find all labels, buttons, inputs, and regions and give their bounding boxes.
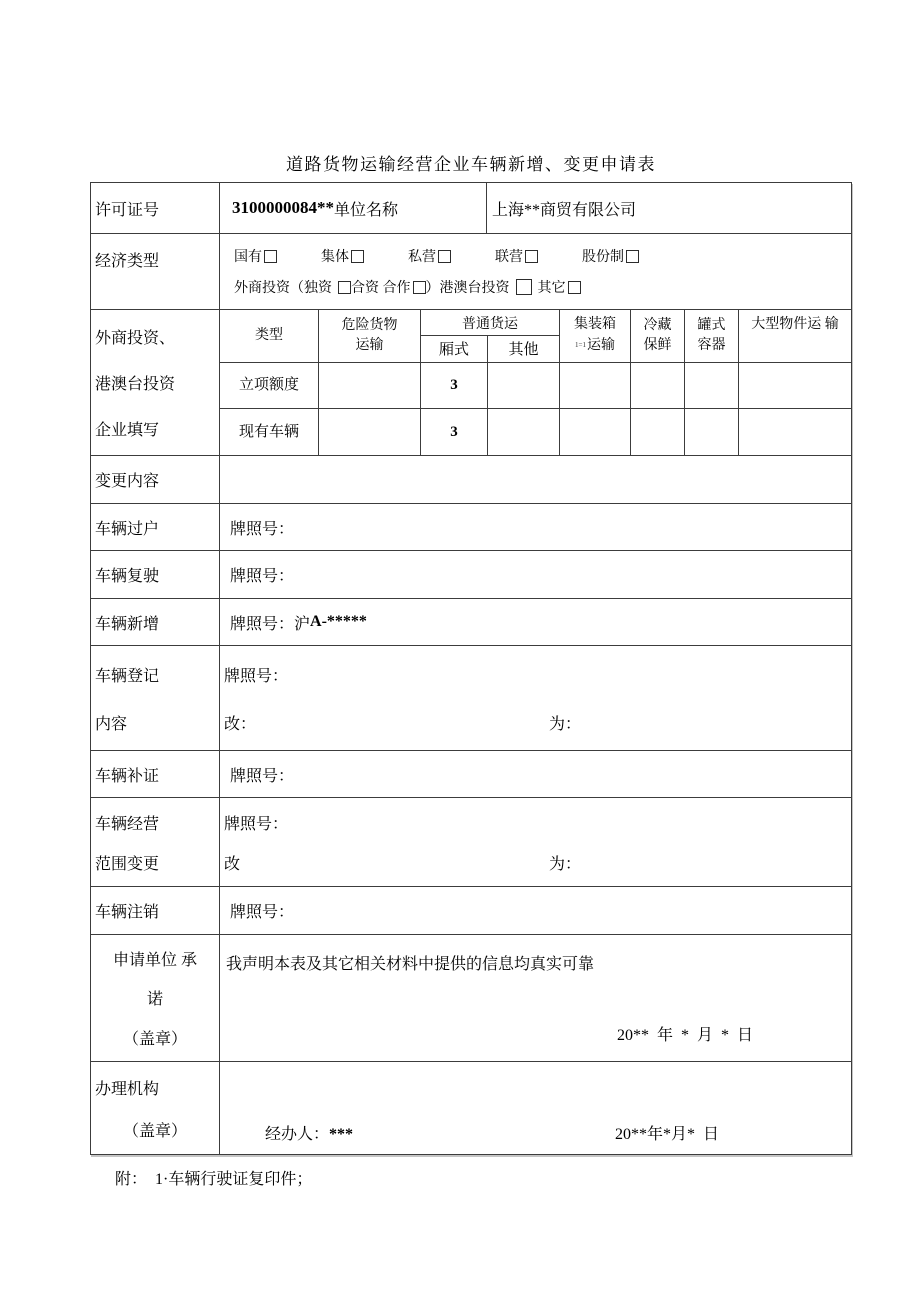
existing-vehicles-label: 现有车辆 [238, 424, 299, 441]
page-title: 道路货物运输经营企业车辆新增、变更申请表 [286, 155, 656, 174]
checkbox-state-owned[interactable] [264, 250, 277, 263]
economic-options-line1 [234, 246, 851, 266]
header-dangerous-line1: 危险货物 [341, 317, 398, 333]
option-state-owned-label: 国有 [234, 249, 262, 265]
header-dangerous-goods [318, 310, 420, 362]
quota-dangerous-cell [318, 363, 420, 409]
registration-plate-line [220, 663, 851, 686]
existing-tank-cell [684, 409, 738, 455]
option-joint-operation-label: 联营 [495, 249, 523, 265]
header-cold-line2: 保鲜 [643, 337, 672, 353]
agency-date: 20**年*月* 日 [615, 1126, 720, 1143]
vehicle-cancellation-cell: 牌照号： [219, 887, 851, 934]
commitment-date: 20** 年 * 月 * 日 [616, 1027, 753, 1044]
quota-large-cell [738, 363, 851, 409]
quota-tank-cell [684, 363, 738, 409]
checkbox-sole-proprietorship[interactable] [338, 281, 351, 294]
option-stock-system-label: 股份制 [582, 249, 624, 265]
scope-change-line [220, 851, 851, 874]
vehicle-category-table [219, 310, 851, 455]
header-container-line2-text: 运输 [586, 338, 615, 354]
hmt-investment-label: ）港澳台投资 [425, 281, 510, 297]
plate-number: A-***** [310, 613, 367, 630]
header-type: 类型 [255, 327, 283, 343]
table-row-vehicle-resume [91, 550, 851, 598]
company-name: 上海**商贸有限公司 [492, 201, 637, 219]
existing-large-cell [738, 409, 851, 455]
vehicle-registration-cell [219, 646, 851, 750]
vehicle-addition-cell [219, 599, 851, 645]
application-form-table [90, 182, 852, 1155]
operator-field [265, 1121, 615, 1144]
existing-container-cell [559, 409, 630, 455]
checkbox-hmt-investment[interactable] [516, 279, 532, 295]
header-box-type: 厢式 [421, 336, 488, 362]
change-content-cell [219, 456, 851, 503]
existing-other-cell [487, 409, 559, 455]
header-container-line1: 集装箱 [574, 317, 616, 333]
table-row-vehicle-transfer [91, 503, 851, 550]
vehicle-addition-label: 车辆新增 [95, 615, 160, 633]
table-row-vehicle-registration [91, 645, 851, 750]
category-header-row [220, 310, 851, 362]
vehicle-resume-cell: 牌照号： [219, 551, 851, 598]
table-row-vehicle-addition [91, 598, 851, 645]
header-large-objects: 大型物件运 输 [738, 310, 851, 362]
foreign-block-label [91, 310, 219, 455]
business-scope-cell [219, 798, 851, 886]
scope-label-line2: 范围变更 [95, 855, 160, 873]
business-scope-label [91, 798, 219, 886]
agency-label-line1: 办理机构 [95, 1080, 160, 1098]
table-row-handling-agency [91, 1061, 851, 1154]
quota-cold-cell [630, 363, 684, 409]
vehicle-transfer-label: 车辆过户 [95, 520, 160, 538]
checkbox-stock-system[interactable] [626, 250, 639, 263]
foreign-investment-sole-label: 外商投资（独资 [234, 281, 332, 297]
header-cold-line1: 冷藏 [643, 317, 672, 333]
commitment-label-line3: （盖章） [122, 1030, 187, 1048]
registration-plate-label: 牌照号： [224, 667, 289, 685]
checkbox-cooperative[interactable] [413, 281, 426, 294]
quota-other-cell [487, 363, 559, 409]
registration-from-label: 改： [224, 715, 257, 733]
registration-label-line2: 内容 [95, 715, 128, 733]
ordinary-freight-subheaders [421, 336, 559, 362]
plate-prefix: 牌照号：沪 [230, 615, 311, 633]
table-row-applicant-commitment [91, 934, 851, 1061]
applicant-commitment-label [91, 935, 219, 1061]
project-quota-label: 立项额度 [238, 377, 299, 394]
row-project-quota [220, 362, 851, 409]
header-container-line2 [560, 335, 630, 356]
license-number-cell [219, 183, 486, 233]
scope-to-label: 为： [549, 855, 582, 873]
vehicle-reissue-label: 车辆补证 [95, 767, 160, 785]
attachment-note: 附： 1·车辆行驶证复印件； [115, 1171, 313, 1188]
option-collective [321, 246, 364, 266]
vehicle-resume-label: 车辆复驶 [95, 568, 160, 585]
checkbox-private[interactable] [438, 250, 451, 263]
vehicle-cancellation-label: 车辆注销 [95, 904, 160, 921]
table-row-vehicle-reissue [91, 750, 851, 797]
foreign-block-label-line3: 企业填写 [95, 421, 160, 439]
economic-options-line2 [234, 277, 851, 297]
option-private-label: 私营 [408, 249, 436, 265]
license-label: 许可证号 [95, 201, 160, 219]
vehicle-registration-label [91, 646, 219, 750]
checkbox-other[interactable] [568, 281, 581, 294]
scope-from-label: 改 [224, 855, 241, 873]
license-number: 3100000084** [232, 198, 334, 217]
existing-box-cell: 3 [420, 409, 487, 455]
economic-type-label: 经济类型 [95, 253, 160, 270]
table-row-license [91, 183, 851, 233]
foreign-block-label-line1: 外商投资、 [95, 330, 176, 348]
agency-label-line2: （盖章） [123, 1122, 188, 1140]
table-row-business-scope [91, 797, 851, 886]
vehicle-transfer-cell: 牌照号： [219, 504, 851, 550]
existing-dangerous-cell [318, 409, 420, 455]
existing-cold-cell [630, 409, 684, 455]
quota-container-cell [559, 363, 630, 409]
option-private [408, 246, 451, 266]
scope-plate-line [220, 811, 851, 834]
table-row-foreign-investment [91, 309, 851, 455]
table-row-change-content [91, 455, 851, 503]
agency-content-cell [219, 1062, 851, 1154]
container-tiny-mark: 1=1 [575, 341, 586, 350]
header-tank-line2: 容器 [697, 337, 726, 353]
commitment-label-line2: 诺 [146, 991, 163, 1009]
operator-label: 经办人： [265, 1126, 330, 1143]
commitment-content-cell [219, 935, 851, 1061]
operator-value: *** [329, 1126, 354, 1143]
other-label: 其它 [537, 281, 566, 297]
company-name-cell [486, 183, 851, 233]
option-joint-operation [495, 246, 538, 266]
registration-change-line [220, 711, 851, 734]
registration-label-line1: 车辆登记 [95, 667, 160, 685]
joint-cooperative-label: 合资 合作 [351, 281, 411, 297]
header-other-type: 其他 [508, 342, 539, 359]
header-ordinary-freight-group [420, 310, 559, 362]
header-ordinary-freight: 普通货运 [421, 310, 559, 336]
economic-type-options [219, 234, 851, 309]
table-row-vehicle-cancellation [91, 886, 851, 934]
header-refrigerated [630, 310, 684, 362]
handling-agency-label [91, 1062, 219, 1154]
option-state-owned [234, 246, 277, 266]
scope-plate-label: 牌照号： [224, 815, 289, 833]
header-tank-line1: 罐式 [697, 317, 726, 333]
unit-name-label: 单位名称 [334, 201, 399, 219]
commitment-statement: 我声明本表及其它相关材料中提供的信息均真实可靠 [226, 956, 595, 973]
option-collective-label: 集体 [321, 249, 349, 265]
agency-operator-line [220, 1121, 851, 1144]
option-stock-system [582, 246, 639, 266]
foreign-block-label-line2: 港澳台投资 [95, 375, 176, 393]
header-tank-container [684, 310, 738, 362]
change-content-label: 变更内容 [95, 473, 160, 490]
header-container-transport [559, 310, 630, 362]
row-existing-vehicles [220, 408, 851, 455]
commitment-label-line1: 申请单位 承 [112, 952, 197, 970]
vehicle-reissue-cell: 牌照号： [219, 751, 851, 797]
scope-label-line1: 车辆经营 [95, 815, 160, 833]
header-dangerous-line2: 运输 [355, 337, 384, 353]
quota-box-cell: 3 [420, 363, 487, 409]
registration-to-label: 为： [549, 715, 582, 733]
checkbox-joint-operation[interactable] [525, 250, 538, 263]
checkbox-collective[interactable] [351, 250, 364, 263]
table-row-economic-type [91, 233, 851, 309]
